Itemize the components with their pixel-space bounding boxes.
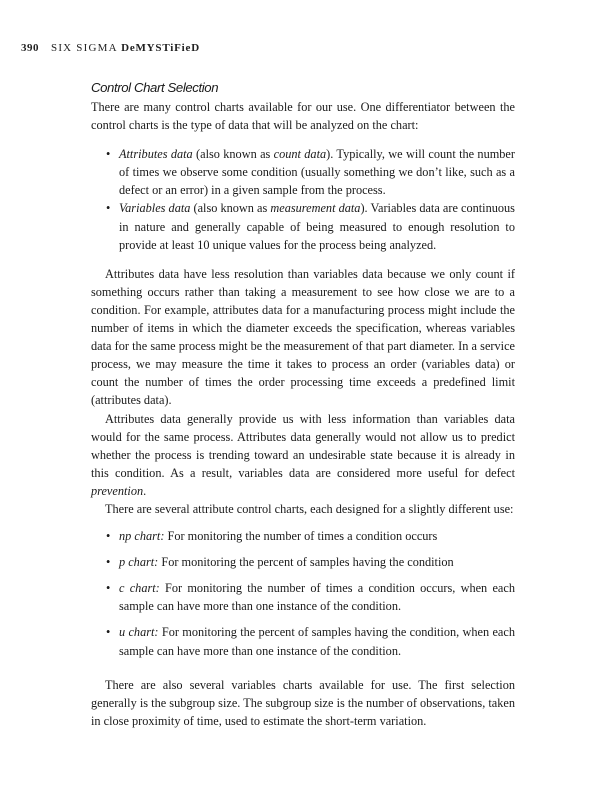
chart-name: np chart:	[119, 529, 165, 544]
bullet-icon: •	[106, 529, 111, 544]
chart-description: For monitoring the percent of samples having the condition	[158, 555, 454, 570]
body-paragraph: There are several attribute control charts, each designed for a slightly different use:	[105, 501, 514, 516]
book-title-part1: SIX SIGMA	[51, 42, 122, 54]
book-title	[51, 42, 200, 54]
chart-name: u chart:	[119, 625, 159, 640]
text-segment: .	[143, 483, 147, 498]
body-paragraph: There are also several variables charts available for use. The first selection generally is the subgroup size. The subgroup size is the number of observations, taken in close proximity of time, used to estimate the short-term variation.	[91, 677, 515, 728]
aka-term: measurement data	[270, 201, 361, 216]
body-paragraph	[91, 410, 515, 500]
running-head	[21, 42, 200, 54]
section-heading: Control Chart Selection	[91, 80, 219, 95]
bullet-icon: •	[106, 581, 111, 596]
page-number: 390	[21, 42, 39, 54]
bullet-icon: •	[106, 625, 111, 640]
aka-term: count data	[273, 147, 327, 162]
data-types-list	[91, 145, 515, 254]
attribute-charts-list	[91, 527, 515, 660]
bullet-icon: •	[106, 201, 111, 216]
body-paragraph: Attributes data have less resolution than variables data because we only count if something occurs rather than taking a measurement to see how close we are to a condition. For example, attributes data for a manufacturing process might include the number of items in which the diameter exceeds the specification, whereas variables data for the same process might be the measurement of that part diameter. In a service process, we may measure the time it takes to process an order (variables data) or count the number of times the order processing time exceeds a predefined limit (attributes data).	[91, 266, 515, 408]
bullet-icon: •	[106, 555, 111, 570]
chart-description: For monitoring the percent of samples having the condition, when each sample can have more than one instance of the condition.	[119, 625, 515, 658]
list-item	[91, 527, 515, 545]
bullet-icon: •	[106, 147, 111, 162]
list-item	[91, 553, 515, 571]
main-text	[91, 78, 515, 730]
emphasis: prevention	[91, 483, 144, 498]
text-segment: ). Typically, we will count the number of times we observe some condition (usually something we don’t like, such as a defect or an error) in a given sample from the process.	[119, 147, 515, 198]
book-title-part2: DeMYSTiFieD	[121, 42, 200, 54]
text-segment: (also known as	[192, 147, 274, 162]
chart-name: c chart:	[119, 581, 160, 596]
term: Variables data	[119, 201, 191, 216]
text-segment: ). Variables data are continuous in nature and generally capable of being measured to enough resolution to provide at least 10 unique values for the process being analyzed.	[119, 201, 515, 252]
intro-paragraph: There are many control charts available for our use. One differentiator between the control charts is the type of data that will be analyzed on the chart:	[91, 100, 515, 133]
list-item	[91, 579, 515, 615]
list-item	[91, 623, 515, 659]
text-segment: Attributes data generally provide us with less information than variables data would for the same process. Attributes data generally would not allow us to predict whether the process is trending toward an undesirable state because it is already in this condition. As a result, variables data are considered more useful for defect	[91, 411, 515, 480]
list-item	[91, 199, 515, 253]
chart-description: For monitoring the number of times a condition occurs, when each sample can have more than one instance of the condition.	[119, 581, 515, 614]
list-item	[91, 145, 515, 199]
chart-name: p chart:	[119, 555, 159, 570]
text-segment: (also known as	[190, 201, 271, 216]
chart-description: For monitoring the number of times a condition occurs	[164, 529, 438, 544]
term: Attributes data	[119, 147, 193, 162]
